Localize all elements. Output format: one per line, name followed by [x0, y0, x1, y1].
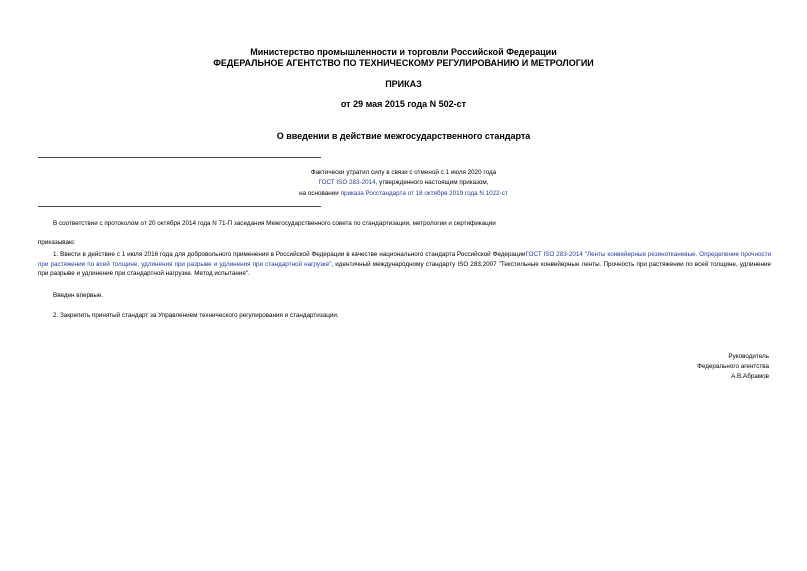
notice-line-1: Фактически утратил силу в связи с отменой с 1 июля 2020 года — [310, 169, 497, 176]
notice-order-link[interactable]: приказа Росстандарта от 18 октября 2019 года N 1022-ст — [340, 190, 508, 197]
item-1-suffix: , идентичный международному стандарту ISO 283:2007 "Текстильные конвейерные ленты. Прочность при растяжении по всей толщине, удлинение при разрыве и удлинение при стандартной нагрузке. Метод испытания". — [38, 260, 771, 277]
item-1-prefix: 1. Ввести в действие с 1 июля 2016 года для добровольного применения в Российской Федерации в качестве национального стандарта Российской Федерации — [53, 251, 526, 258]
notice-line-3 — [230, 189, 577, 199]
notice-line-2 — [230, 178, 577, 188]
notice-gost-link[interactable]: ГОСТ ISO 283-2014 — [318, 179, 376, 186]
signature-agency: Федерального агентства — [697, 363, 769, 370]
doc-type-heading: ПРИКАЗ — [385, 79, 422, 89]
order-word: приказываю: — [38, 239, 76, 246]
divider-top — [38, 157, 321, 158]
item-2-paragraph: 2. Закрепить принятый стандарт за Управлением технического регулирования и стандартизации. — [53, 312, 339, 319]
date-number-heading: от 29 мая 2015 года N 502-ст — [340, 99, 467, 109]
signature-name: А.В.Абрамов — [731, 373, 769, 380]
signature-position: Руководитель — [728, 353, 769, 360]
item-1-gost-link[interactable]: ГОСТ ISO 283-2014 "Ленты конвейерные резинотканевые. Определение прочности при растяжении по всей толщине, удлинения при разрыве и удлинения при стандартной нагрузке" — [38, 251, 771, 268]
item-1-paragraph — [38, 250, 771, 279]
divider-bottom — [38, 206, 321, 207]
notice-line-2-rest: , утвержденного настоящим приказом, — [375, 179, 489, 186]
document-title: О введении в действие межгосударственного стандарта — [276, 131, 531, 141]
agency-heading: ФЕДЕРАЛЬНОЕ АГЕНТСТВО ПО ТЕХНИЧЕСКОМУ РЕГУЛИРОВАНИЮ И МЕТРОЛОГИИ — [213, 58, 594, 68]
intro-paragraph: В соответствии с протоколом от 20 октября 2014 года N 71-П заседания Межгосударственного совета по стандартизации, метрологии и сертификации — [53, 220, 496, 227]
ministry-heading: Министерство промышленности и торговли Российской Федерации — [250, 47, 557, 57]
first-time-note: Введен впервые. — [53, 292, 104, 299]
notice-line-3-prefix: на основании — [299, 190, 341, 197]
signature-block — [697, 352, 769, 382]
